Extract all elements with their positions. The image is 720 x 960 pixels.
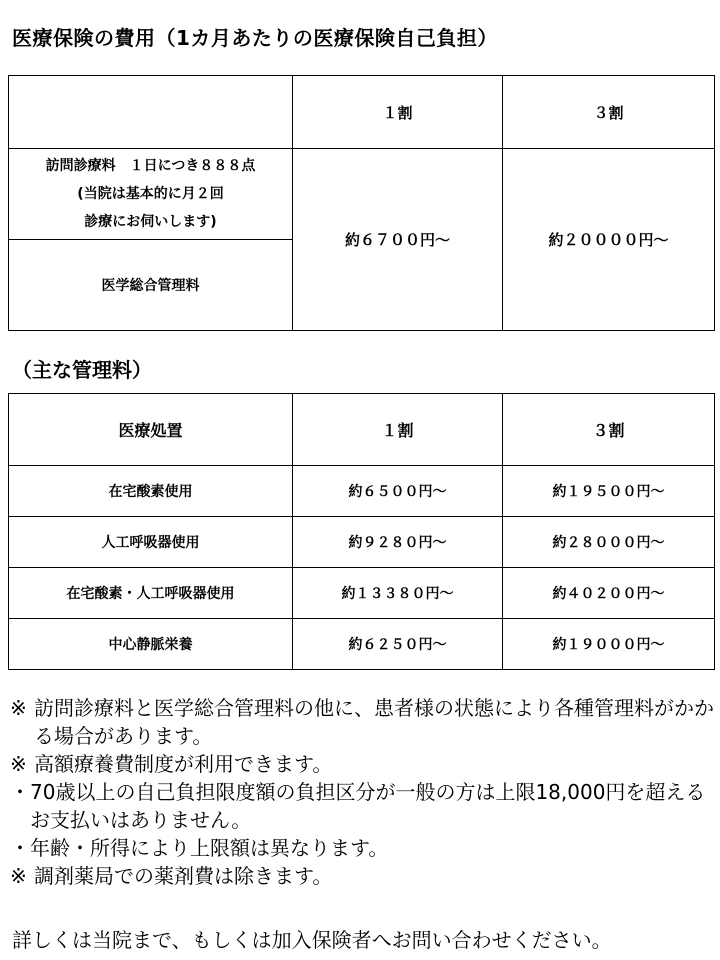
visit-fee-line: (当院は基本的に月２回	[77, 186, 224, 202]
note-marker: ※	[10, 752, 27, 776]
note-text: 年齢・所得により上限額は異なります。	[30, 836, 389, 860]
procedure-cell: 在宅酸素使用	[9, 466, 293, 517]
note-item	[12, 862, 716, 890]
note-marker: ※	[10, 864, 27, 888]
note-item	[12, 778, 716, 834]
section-subtitle: （主な管理料）	[12, 358, 152, 382]
management-fee-label: 医学総合管理料	[9, 240, 293, 331]
table-header-row	[9, 76, 715, 149]
note-marker: ・	[10, 836, 30, 860]
visit-fee-label	[9, 149, 293, 240]
cost-3wari-cell: 約１９０００円～	[503, 619, 715, 670]
notes-section	[12, 694, 716, 890]
note-text: 高額療養費制度が利用できます。	[34, 752, 333, 776]
note-text: 調剤薬局での薬剤費は除きます。	[34, 864, 333, 888]
table-row	[9, 466, 715, 517]
table-row	[9, 568, 715, 619]
header-cell-3wari: ３割	[503, 76, 715, 149]
table-row	[9, 619, 715, 670]
value-3wari: 約２００００円～	[503, 149, 715, 331]
visit-fee-table	[8, 75, 715, 331]
visit-fee-line: 診療にお伺いします)	[84, 214, 217, 230]
page-title: 医療保険の費用（1カ月あたりの医療保険自己負担）	[12, 26, 498, 50]
note-marker: ・	[10, 780, 30, 804]
note-item	[12, 834, 716, 862]
header-cell-3wari: ３割	[503, 394, 715, 466]
cost-3wari-cell: 約１９５００円～	[503, 466, 715, 517]
management-fee-table	[8, 393, 715, 670]
table-row	[9, 149, 715, 240]
header-cell-1wari: １割	[293, 76, 503, 149]
footer-contact-text: 詳しくは当院まで、もしくは加入保険者へお問い合わせください。	[12, 928, 612, 952]
value-1wari: 約６７００円～	[293, 149, 503, 331]
note-text: 訪問診療料と医学総合管理料の他に、患者様の状態により各種管理料がかかる場合があります。	[34, 696, 714, 748]
table-header-row	[9, 394, 715, 466]
note-item	[12, 694, 716, 750]
cost-1wari-cell: 約６２５０円～	[293, 619, 503, 670]
header-cell-procedure: 医療処置	[9, 394, 293, 466]
note-item	[12, 750, 716, 778]
cost-1wari-cell: 約９２８０円～	[293, 517, 503, 568]
header-cell-1wari: １割	[293, 394, 503, 466]
note-text: 70歳以上の自己負担限度額の負担区分が一般の方は上限18,000円を超えるお支払いはありません。	[30, 780, 706, 832]
note-marker: ※	[10, 696, 27, 720]
procedure-cell: 人工呼吸器使用	[9, 517, 293, 568]
cost-3wari-cell: 約４０２００円～	[503, 568, 715, 619]
table-row	[9, 517, 715, 568]
header-cell-empty	[9, 76, 293, 149]
procedure-cell: 中心静脈栄養	[9, 619, 293, 670]
procedure-cell: 在宅酸素・人工呼吸器使用	[9, 568, 293, 619]
visit-fee-line: 訪問診療料 １日につき８８８点	[45, 158, 256, 174]
cost-3wari-cell: 約２８０００円～	[503, 517, 715, 568]
cost-1wari-cell: 約６５００円～	[293, 466, 503, 517]
cost-1wari-cell: 約１３３８０円～	[293, 568, 503, 619]
